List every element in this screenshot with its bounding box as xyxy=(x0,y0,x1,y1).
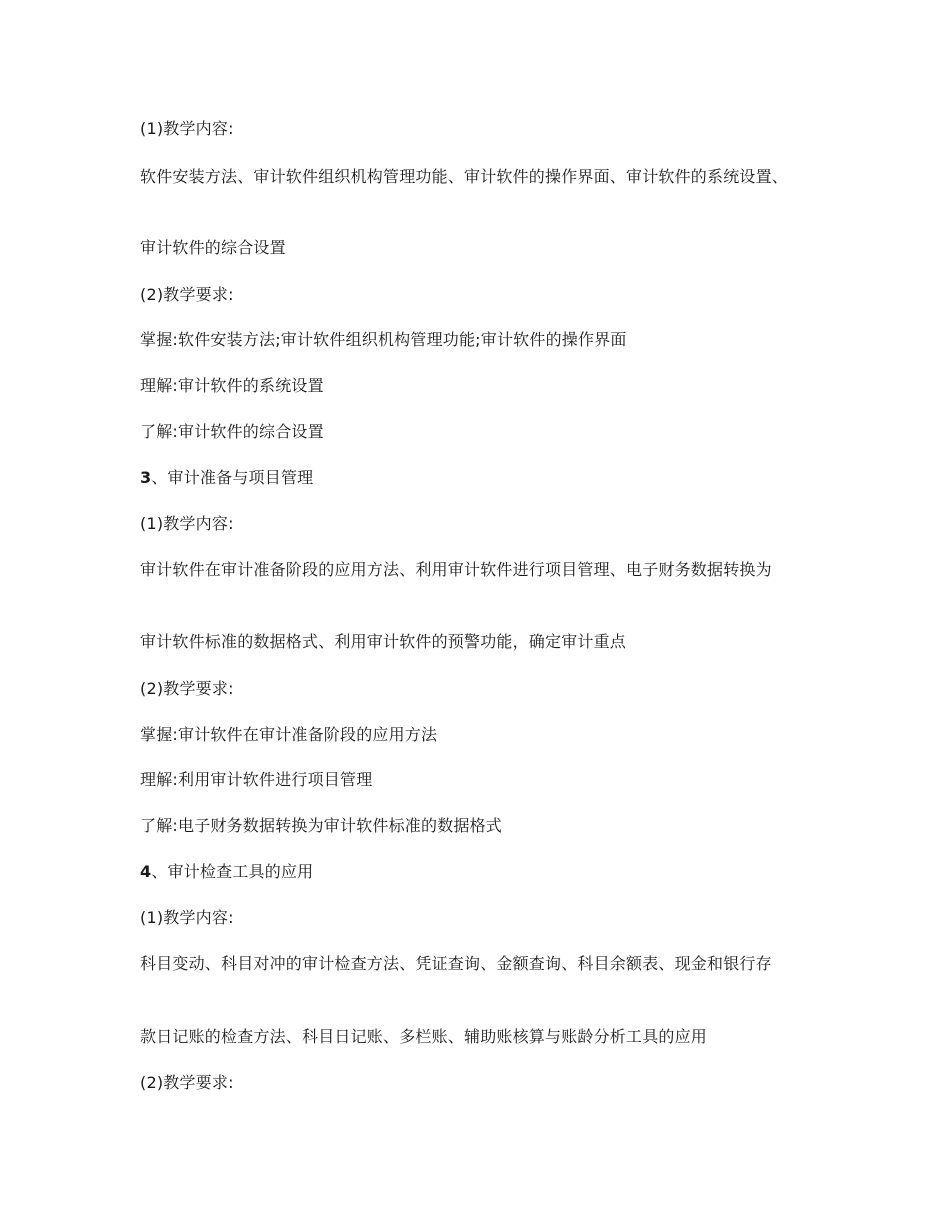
heading-text: 、审计检查工具的应用 xyxy=(151,862,314,881)
section-label-content: (1)教学内容: xyxy=(140,908,234,927)
section-heading-3 xyxy=(140,466,805,490)
section-label-requirements: (2)教学要求: xyxy=(140,285,234,304)
paragraph: 软件安装方法、审计软件组织机构管理功能、审计软件的操作界面、审计软件的系统设置、 xyxy=(140,167,789,186)
requirement-master: 掌握:软件安装方法;审计软件组织机构管理功能;审计软件的操作界面 xyxy=(140,330,627,349)
section-label-requirements: (2)教学要求: xyxy=(140,1073,234,1092)
paragraph: 款日记账的检查方法、科目日记账、多栏账、辅助账核算与账龄分析工具的应用 xyxy=(140,1027,708,1046)
heading-text: 、审计准备与项目管理 xyxy=(151,468,314,487)
paragraph: 审计软件的综合设置 xyxy=(140,238,286,257)
section-label-content: (1)教学内容: xyxy=(140,119,234,138)
section-label-requirements: (2)教学要求: xyxy=(140,679,234,698)
paragraph: 审计软件在审计准备阶段的应用方法、利用审计软件进行项目管理、电子财务数据转换为 xyxy=(140,560,772,579)
paragraph: 科目变动、科目对冲的审计检查方法、凭证查询、金额查询、科目余额表、现金和银行存 xyxy=(140,954,772,973)
paragraph: 审计软件标准的数据格式、利用审计软件的预警功能，确定审计重点 xyxy=(140,632,627,651)
requirement-understand: 理解:审计软件的系统设置 xyxy=(140,376,324,395)
requirement-know: 了解:电子财务数据转换为审计软件标准的数据格式 xyxy=(140,816,502,835)
requirement-know: 了解:审计软件的综合设置 xyxy=(140,422,324,441)
section-label-content: (1)教学内容: xyxy=(140,514,234,533)
heading-number: 3 xyxy=(140,468,152,487)
heading-number: 4 xyxy=(140,862,152,881)
requirement-master: 掌握:审计软件在审计准备阶段的应用方法 xyxy=(140,725,438,744)
requirement-understand: 理解:利用审计软件进行项目管理 xyxy=(140,770,373,789)
section-heading-4 xyxy=(140,860,805,884)
